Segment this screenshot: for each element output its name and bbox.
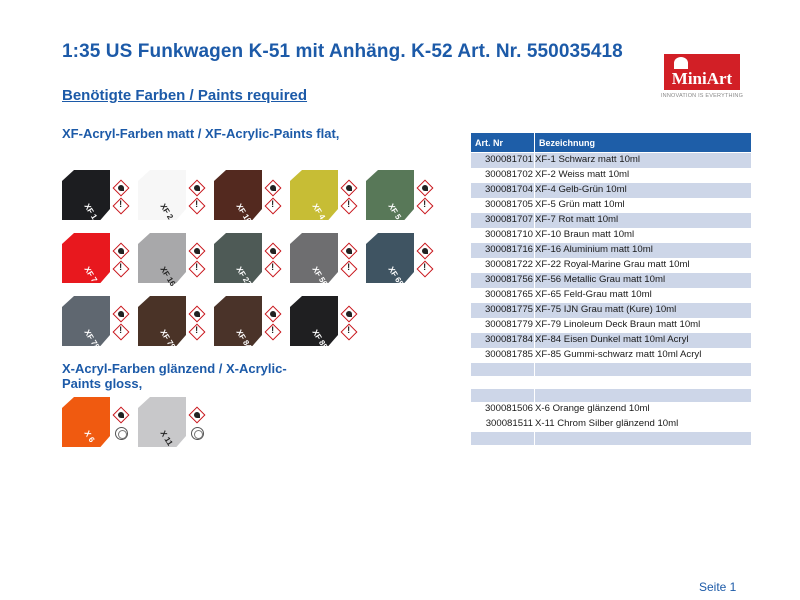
warning-hazard-icon bbox=[265, 261, 282, 278]
paint-code-label: XF 85 bbox=[310, 328, 330, 351]
warning-hazard-icon bbox=[189, 198, 206, 215]
recycle-symbol-icon bbox=[115, 427, 128, 440]
table-header-row bbox=[471, 133, 752, 153]
warning-hazard-icon bbox=[341, 261, 358, 278]
table-row bbox=[471, 318, 752, 333]
flammable-hazard-icon bbox=[189, 407, 206, 424]
paint-swatch bbox=[62, 233, 139, 293]
table-row bbox=[471, 363, 752, 376]
paint-swatch bbox=[62, 397, 139, 457]
warning-hazard-icon bbox=[341, 324, 358, 341]
table-row bbox=[471, 228, 752, 243]
flammable-hazard-icon bbox=[189, 180, 206, 197]
flat-paints-heading: XF-Acryl-Farben matt / XF-Acrylic-Paints flat, bbox=[62, 126, 340, 141]
flammable-hazard-icon bbox=[113, 243, 130, 260]
description-cell: X-6 Orange glänzend 10ml bbox=[535, 402, 752, 417]
flammable-hazard-icon bbox=[113, 407, 130, 424]
art-nr-cell: 300081775 bbox=[471, 303, 535, 318]
table-row bbox=[471, 213, 752, 228]
column-header-art-nr: Art. Nr bbox=[471, 133, 535, 153]
description-cell bbox=[535, 432, 752, 445]
art-nr-cell: 300081701 bbox=[471, 153, 535, 168]
paint-swatch bbox=[290, 170, 367, 230]
paint-swatch bbox=[138, 296, 215, 356]
logo-flag-icon bbox=[674, 57, 688, 69]
table-row bbox=[471, 168, 752, 183]
flammable-hazard-icon bbox=[341, 180, 358, 197]
art-nr-cell bbox=[471, 376, 535, 389]
art-nr-cell: 300081707 bbox=[471, 213, 535, 228]
paint-code-label: XF 7 bbox=[82, 265, 99, 285]
warning-hazard-icon bbox=[341, 198, 358, 215]
paint-code-label: XF 5 bbox=[386, 202, 403, 222]
miniart-logo bbox=[660, 54, 744, 102]
warning-hazard-icon bbox=[265, 324, 282, 341]
table-row bbox=[471, 432, 752, 445]
art-nr-cell: 300081784 bbox=[471, 333, 535, 348]
flammable-hazard-icon bbox=[341, 243, 358, 260]
paint-swatch bbox=[214, 233, 291, 293]
flammable-hazard-icon bbox=[417, 243, 434, 260]
paint-swatch bbox=[138, 397, 215, 457]
art-nr-cell bbox=[471, 363, 535, 376]
gloss-paints-heading: X-Acryl-Farben glänzend / X-Acrylic-Paints gloss, bbox=[62, 361, 287, 391]
recycle-symbol-icon bbox=[191, 427, 204, 440]
table-row bbox=[471, 153, 752, 168]
art-nr-cell: 300081704 bbox=[471, 183, 535, 198]
art-nr-cell: 300081765 bbox=[471, 288, 535, 303]
logo-tagline: INNOVATION IS EVERYTHING bbox=[660, 93, 744, 99]
paint-swatch bbox=[214, 296, 291, 356]
description-cell: XF-5 Grün matt 10ml bbox=[535, 198, 752, 213]
table-row bbox=[471, 389, 752, 402]
table-body bbox=[471, 153, 752, 445]
paint-swatch bbox=[138, 170, 215, 230]
table-row bbox=[471, 198, 752, 213]
table-row bbox=[471, 348, 752, 363]
flammable-hazard-icon bbox=[265, 180, 282, 197]
table-row bbox=[471, 243, 752, 258]
paint-code-label: XF 10 bbox=[234, 202, 254, 225]
paint-swatch bbox=[366, 233, 443, 293]
art-nr-cell: 300081710 bbox=[471, 228, 535, 243]
paint-code-label: XF 1 bbox=[82, 202, 99, 222]
description-cell: XF-56 Metallic Grau matt 10ml bbox=[535, 273, 752, 288]
column-header-bezeichnung: Bezeichnung bbox=[535, 133, 752, 153]
description-cell: XF-16 Aluminium matt 10ml bbox=[535, 243, 752, 258]
description-cell bbox=[535, 363, 752, 376]
table-row bbox=[471, 402, 752, 417]
paint-swatch bbox=[62, 170, 139, 230]
warning-hazard-icon bbox=[189, 261, 206, 278]
paint-swatch bbox=[290, 233, 367, 293]
paint-code-label: XF 56 bbox=[310, 265, 330, 288]
description-cell: XF-65 Feld-Grau matt 10ml bbox=[535, 288, 752, 303]
flammable-hazard-icon bbox=[113, 180, 130, 197]
table-row bbox=[471, 273, 752, 288]
flammable-hazard-icon bbox=[189, 243, 206, 260]
art-nr-cell: 300081716 bbox=[471, 243, 535, 258]
paint-code-label: XF 75 bbox=[82, 328, 102, 351]
description-cell: XF-85 Gummi-schwarz matt 10ml Acryl bbox=[535, 348, 752, 363]
description-cell: XF-1 Schwarz matt 10ml bbox=[535, 153, 752, 168]
flammable-hazard-icon bbox=[265, 306, 282, 323]
paint-code-label: X 6 bbox=[82, 429, 97, 444]
table-row bbox=[471, 417, 752, 432]
paint-code-label: X 11 bbox=[158, 429, 175, 448]
warning-hazard-icon bbox=[113, 198, 130, 215]
art-nr-cell: 300081756 bbox=[471, 273, 535, 288]
art-nr-cell: 300081511 bbox=[471, 417, 535, 432]
paint-swatch bbox=[138, 233, 215, 293]
art-nr-cell: 300081705 bbox=[471, 198, 535, 213]
description-cell: X-11 Chrom Silber glänzend 10ml bbox=[535, 417, 752, 432]
page-title: 1:35 US Funkwagen K-51 mit Anhäng. K-52 Art. Nr. 550035418 bbox=[62, 41, 623, 62]
table-row bbox=[471, 333, 752, 348]
warning-hazard-icon bbox=[417, 261, 434, 278]
description-cell bbox=[535, 389, 752, 402]
paint-code-label: XF 22 bbox=[234, 265, 254, 288]
description-cell: XF-75 IJN Grau matt (Kure) 10ml bbox=[535, 303, 752, 318]
art-nr-cell: 300081722 bbox=[471, 258, 535, 273]
description-cell: XF-22 Royal-Marine Grau matt 10ml bbox=[535, 258, 752, 273]
paints-table bbox=[470, 132, 752, 445]
paints-required-heading: Benötigte Farben / Paints required bbox=[62, 87, 308, 104]
paint-swatch bbox=[214, 170, 291, 230]
table-row bbox=[471, 303, 752, 318]
description-cell bbox=[535, 376, 752, 389]
logo-text: MiniArt bbox=[671, 69, 733, 88]
paint-code-label: XF 79 bbox=[158, 328, 178, 351]
description-cell: XF-4 Gelb-Grün 10ml bbox=[535, 183, 752, 198]
flammable-hazard-icon bbox=[265, 243, 282, 260]
logo-badge bbox=[664, 54, 740, 90]
description-cell: XF-2 Weiss matt 10ml bbox=[535, 168, 752, 183]
paint-swatch bbox=[290, 296, 367, 356]
table-row bbox=[471, 288, 752, 303]
page-number: Seite 1 bbox=[699, 580, 737, 594]
art-nr-cell: 300081702 bbox=[471, 168, 535, 183]
flammable-hazard-icon bbox=[113, 306, 130, 323]
art-nr-cell bbox=[471, 432, 535, 445]
warning-hazard-icon bbox=[113, 324, 130, 341]
description-cell: XF-79 Linoleum Deck Braun matt 10ml bbox=[535, 318, 752, 333]
description-cell: XF-10 Braun matt 10ml bbox=[535, 228, 752, 243]
paint-code-label: XF 65 bbox=[386, 265, 406, 288]
description-cell: XF-7 Rot matt 10ml bbox=[535, 213, 752, 228]
art-nr-cell: 300081779 bbox=[471, 318, 535, 333]
art-nr-cell: 300081785 bbox=[471, 348, 535, 363]
table-row bbox=[471, 258, 752, 273]
flammable-hazard-icon bbox=[341, 306, 358, 323]
warning-hazard-icon bbox=[113, 261, 130, 278]
art-nr-cell: 300081506 bbox=[471, 402, 535, 417]
paint-code-label: XF 2 bbox=[158, 202, 175, 222]
warning-hazard-icon bbox=[189, 324, 206, 341]
flammable-hazard-icon bbox=[417, 180, 434, 197]
table-row bbox=[471, 376, 752, 389]
paint-code-label: XF 16 bbox=[158, 265, 178, 288]
description-cell: XF-84 Eisen Dunkel matt 10ml Acryl bbox=[535, 333, 752, 348]
paint-swatch bbox=[366, 170, 443, 230]
paint-swatch bbox=[62, 296, 139, 356]
flammable-hazard-icon bbox=[189, 306, 206, 323]
paint-code-label: XF 84 bbox=[234, 328, 254, 351]
warning-hazard-icon bbox=[417, 198, 434, 215]
paint-code-label: XF 4 bbox=[310, 202, 327, 222]
warning-hazard-icon bbox=[265, 198, 282, 215]
table-row bbox=[471, 183, 752, 198]
art-nr-cell bbox=[471, 389, 535, 402]
